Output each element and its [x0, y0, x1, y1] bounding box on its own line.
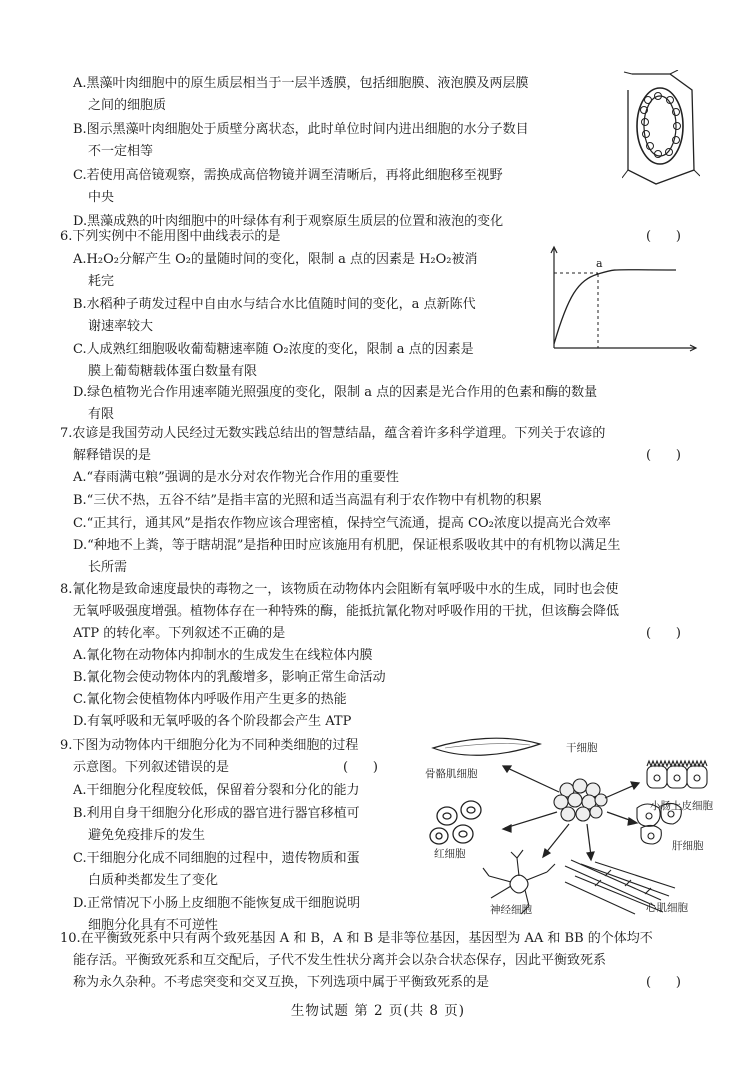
- q8-stem-line3: ATP 的转化率。下列叙述不正确的是: [73, 626, 286, 641]
- q7-option-a: A.“春雨满屯粮”强调的是水分对农作物光合作用的重要性: [73, 470, 399, 485]
- q9-option-d-line2: 细胞分化具有不可逆性: [88, 918, 219, 933]
- label-intestinal-epithelial-cell: 小肠上皮细胞: [650, 800, 713, 812]
- q9-option-c-line1: C.干细胞分化成不同细胞的过程中，遗传物质和蛋: [73, 851, 360, 866]
- q5-option-a-line1: A.黑藻叶肉细胞中的原生质层相当于一层半透膜，包括细胞膜、液泡膜及两层膜: [73, 76, 529, 91]
- q5-option-c-line1: C.若使用高倍镜观察，需换成高倍物镜并调至清晰后，再将此细胞移至视野: [73, 168, 503, 183]
- q9-stem-line1: 9.下图为动物体内干细胞分化为不同种类细胞的过程: [60, 738, 359, 753]
- q8-option-d: D.有氧呼吸和无氧呼吸的各个阶段都会产生 ATP: [73, 714, 352, 729]
- q7-option-d-line2: 长所需: [88, 560, 128, 575]
- plant-cell-plasmolysis-figure: [622, 70, 700, 188]
- q9-option-b-line2: 避免免疫排斥的发生: [88, 828, 206, 843]
- q10-stem-line3: 称为永久杂种。不考虑突变和交叉互换，下列选项中属于平衡致死系的是: [73, 975, 490, 990]
- q6-option-a-line2: 耗完: [88, 274, 115, 289]
- q8-option-a: A.氰化物在动物体内抑制水的生成发生在线粒体内膜: [73, 648, 373, 663]
- q6-option-d-line2: 有限: [88, 407, 115, 422]
- q8-answer-paren: ( ): [646, 626, 681, 641]
- q7-stem-line2: 解释错误的是: [73, 448, 152, 463]
- q9-option-a: A.干细胞分化程度较低，保留着分裂和分化的能力: [73, 783, 360, 798]
- q5-option-b-line1: B.图示黑藻叶肉细胞处于质壁分离状态，此时单位时间内进出细胞的水分子数目: [73, 122, 529, 137]
- q10-answer-paren: ( ): [646, 975, 681, 990]
- q6-option-a-line1: A.H₂O₂分解产生 O₂的量随时间的变化，限制 a 点的因素是 H₂O₂被消: [73, 252, 478, 267]
- q9-option-d-line1: D.正常情况下小肠上皮细胞不能恢复成干细胞说明: [73, 896, 361, 911]
- q10-stem-line2: 能存活。平衡致死系和互交配后，子代不发生性状分离并会以杂合状态保存，因此平衡致死系: [73, 953, 607, 968]
- q7-option-b: B.“三伏不热，五谷不结”是指丰富的光照和适当高温有利于农作物中有机物的积累: [73, 493, 542, 508]
- label-heart-muscle-cell: 心肌细胞: [646, 902, 688, 914]
- q9-answer-paren: ( ): [343, 760, 378, 775]
- label-nerve-cell: 神经细胞: [490, 904, 532, 916]
- q9-stem-line2: 示意图。下列叙述错误的是: [73, 760, 230, 775]
- label-liver-cell: 肝细胞: [672, 840, 704, 852]
- q9-option-c-line2: 白质种类都发生了变化: [88, 873, 219, 888]
- saturation-curve-graph: [546, 244, 702, 352]
- q9-option-b-line1: B.利用自身干细胞分化形成的器官进行器官移植可: [73, 806, 360, 821]
- q7-option-d-line1: D.“种地不上粪，等于瞎胡混”是指种田时应该施用有机肥，保证根系吸收其中的有机物以满足生: [73, 538, 621, 553]
- q5-option-c-line2: 中央: [88, 190, 115, 205]
- q6-answer-paren: ( ): [646, 229, 681, 244]
- label-red-blood-cell: 红细胞: [434, 848, 466, 860]
- q10-stem-line1: 10.在平衡致死系中只有两个致死基因 A 和 B，A 和 B 是非等位基因，基因型为 AA 和 BB 的个体均不: [60, 931, 653, 946]
- q7-option-c: C.“正其行，通其风”是指农作物应该合理密植，保持空气流通，提高 CO₂浓度以提高光合效率: [73, 516, 611, 531]
- q5-option-b-line2: 不一定相等: [88, 144, 154, 159]
- q6-option-b-line1: B.水稻种子萌发过程中自由水与结合水比值随时间的变化，a 点新陈代: [73, 297, 476, 312]
- stem-cell-differentiation-figure: [425, 736, 710, 922]
- q6-option-c-line2: 膜上葡萄糖载体蛋白数量有限: [88, 364, 258, 379]
- page-footer: 生物试题 第 2 页(共 8 页): [290, 1003, 466, 1019]
- label-stem-cell: 干细胞: [566, 742, 598, 754]
- label-skeletal-muscle-cell: 骨骼肌细胞: [425, 768, 478, 780]
- q6-option-b-line2: 谢速率较大: [88, 319, 154, 334]
- q7-stem-line1: 7.农谚是我国劳动人民经过无数实践总结出的智慧结晶，蕴含着许多科学道理。下列关于农谚的: [60, 426, 606, 441]
- q5-option-d: D.黑藻成熟的叶肉细胞中的叶绿体有利于观察原生质层的位置和液泡的变化: [73, 214, 504, 229]
- q6-option-c-line1: C.人成熟红细胞吸收葡萄糖速率随 O₂浓度的变化，限制 a 点的因素是: [73, 342, 474, 357]
- q8-stem-line1: 8.氰化物是致命速度最快的毒物之一，该物质在动物体内会阻断有氧呼吸中水的生成，同时也会使: [60, 582, 619, 597]
- q8-stem-line2: 无氧呼吸强度增强。植物体存在一种特殊的酶，能抵抗氰化物对呼吸作用的干扰，但该酶会降低: [73, 604, 620, 619]
- q8-option-b: B.氰化物会使动物体内的乳酸增多，影响正常生命活动: [73, 670, 386, 685]
- q7-answer-paren: ( ): [646, 448, 681, 463]
- graph-point-label: a: [596, 257, 603, 270]
- q6-option-d-line1: D.绿色植物光合作用速率随光照强度的变化，限制 a 点的因素是光合作用的色素和酶的数量: [73, 385, 598, 400]
- q5-option-a-line2: 之间的细胞质: [88, 98, 167, 113]
- q6-stem: 6.下列实例中不能用图中曲线表示的是: [60, 229, 281, 244]
- q8-option-c: C.氰化物会使植物体内呼吸作用产生更多的热能: [73, 692, 347, 707]
